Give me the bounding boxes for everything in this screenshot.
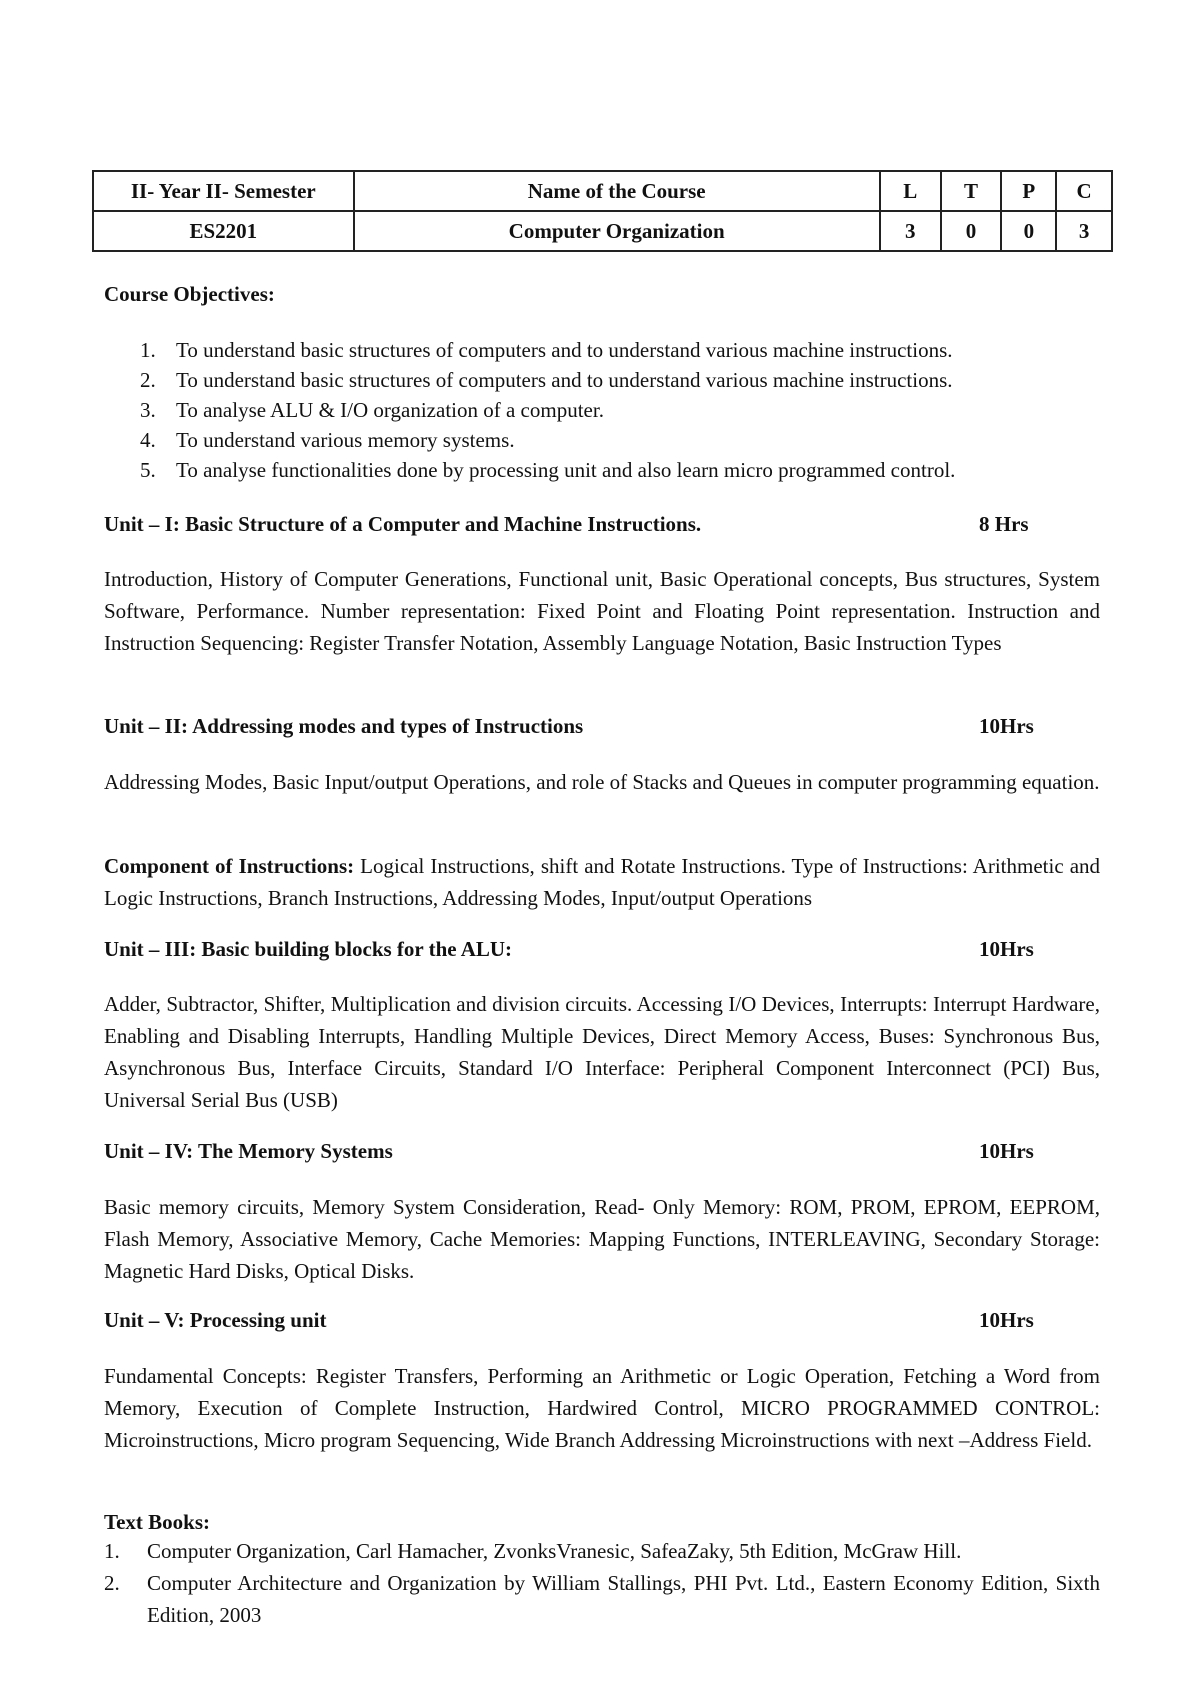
unit-title: Unit – IV: The Memory Systems bbox=[104, 1139, 393, 1163]
lecture-header-cell: L bbox=[880, 171, 941, 211]
list-item-text: To analyse ALU & I/O organization of a computer. bbox=[176, 398, 604, 422]
list-item-number: 3. bbox=[140, 398, 156, 422]
list-item bbox=[104, 425, 1100, 455]
course-code-cell: ES2201 bbox=[93, 211, 354, 251]
list-item bbox=[104, 395, 1100, 425]
course-name-header-cell: Name of the Course bbox=[354, 171, 880, 211]
components-label: Component of Instructions: bbox=[104, 854, 355, 878]
unit-2-body: Addressing Modes, Basic Input/output Operations, and role of Stacks and Queues in computer programming equation. bbox=[104, 770, 1100, 794]
unit-hours: 10Hrs bbox=[979, 1308, 1034, 1332]
text-books-list bbox=[104, 1535, 1100, 1631]
unit-2-components bbox=[104, 850, 1100, 914]
list-item bbox=[104, 1567, 1100, 1631]
list-item-text: To understand basic structures of computers and to understand various machine instructions. bbox=[176, 338, 953, 362]
unit-1-body: Introduction, History of Computer Generations, Functional unit, Basic Operational concepts, Bus structures, System Software, Performance. Number representation: Fixed Point and Floating Point representation. Instruction and Instruction Sequencing: Register Transfer Notation, Assembly Language Notation, Basic Instruction Types bbox=[104, 567, 1100, 655]
practical-header-cell: P bbox=[1001, 171, 1056, 211]
list-item-number: 5. bbox=[140, 458, 156, 482]
unit-hours: 10Hrs bbox=[979, 714, 1034, 738]
tutorial-header-cell: T bbox=[941, 171, 1002, 211]
unit-5-heading bbox=[104, 1308, 1100, 1333]
components-text: Logical Instructions, shift and Rotate Instructions. Type of Instructions: Arithmetic and Logic Instructions, Branch Instructions, Addressing Modes, Input/output Operations bbox=[104, 854, 1101, 910]
unit-hours: 10Hrs bbox=[979, 1139, 1034, 1163]
unit-4-body: Basic memory circuits, Memory System Consideration, Read- Only Memory: ROM, PROM, EPROM, EEPROM, Flash Memory, Associative Memory, Cache Memories: Mapping Functions, INTERLEAVING, Secondary Storage: Magnetic Hard Disks, Optical Disks. bbox=[104, 1195, 1100, 1283]
list-item-number: 1. bbox=[140, 338, 156, 362]
practical-value-cell: 0 bbox=[1001, 211, 1056, 251]
list-item bbox=[104, 335, 1100, 365]
list-item-text: To understand basic structures of computers and to understand various machine instructions. bbox=[176, 368, 953, 392]
list-item bbox=[104, 455, 1100, 485]
unit-title: Unit – V: Processing unit bbox=[104, 1308, 327, 1332]
list-item-number: 1. bbox=[104, 1539, 120, 1563]
list-item-text: To understand various memory systems. bbox=[176, 428, 515, 452]
tutorial-value-cell: 0 bbox=[941, 211, 1002, 251]
list-item-text: Computer Organization, Carl Hamacher, ZvonksVranesic, SafeaZaky, 5th Edition, McGraw Hill. bbox=[147, 1539, 962, 1563]
unit-hours: 8 Hrs bbox=[979, 512, 1029, 536]
unit-title: Unit – II: Addressing modes and types of Instructions bbox=[104, 714, 584, 738]
unit-hours: 10Hrs bbox=[979, 937, 1034, 961]
unit-3-body: Adder, Subtractor, Shifter, Multiplication and division circuits. Accessing I/O Devices, Interrupts: Interrupt Hardware, Enabling and Disabling Interrupts, Handling Multiple Devices, Direct Memory Access, Buses: Synchronous Bus, Asynchronous Bus, Interface Circuits, Standard I/O Interface: Peripheral Component Interconnect (PCI) Bus, Universal Serial Bus (USB) bbox=[104, 992, 1100, 1112]
unit-4-heading bbox=[104, 1139, 1100, 1164]
list-item-text: Computer Architecture and Organization by William Stallings, PHI Pvt. Ltd., Eastern Economy Edition, Sixth Edition, 2003 bbox=[147, 1571, 1100, 1627]
objectives-heading: Course Objectives: bbox=[104, 282, 275, 306]
course-table-header-row bbox=[93, 171, 1112, 211]
credits-value-cell: 3 bbox=[1056, 211, 1112, 251]
course-name-cell: Computer Organization bbox=[354, 211, 880, 251]
unit-1-heading bbox=[104, 512, 1100, 537]
unit-3-heading bbox=[104, 937, 1100, 962]
unit-title: Unit – I: Basic Structure of a Computer and Machine Instructions. bbox=[104, 512, 702, 536]
list-item-number: 2. bbox=[140, 368, 156, 392]
unit-5-body: Fundamental Concepts: Register Transfers, Performing an Arithmetic or Logic Operation, Fetching a Word from Memory, Execution of Complete Instruction, Hardwired Control, MICRO PROGRAMMED CONTROL: Microinstructions, Micro program Sequencing, Wide Branch Addressing Microinstructions with next –Address Field. bbox=[104, 1364, 1100, 1452]
course-info-table bbox=[92, 170, 1113, 252]
lecture-value-cell: 3 bbox=[880, 211, 941, 251]
list-item bbox=[104, 1535, 1100, 1567]
list-item bbox=[104, 365, 1100, 395]
list-item-number: 2. bbox=[104, 1571, 120, 1595]
unit-2-heading bbox=[104, 714, 1100, 739]
objectives-list bbox=[104, 335, 1100, 485]
year-semester-cell: II- Year II- Semester bbox=[93, 171, 354, 211]
unit-title: Unit – III: Basic building blocks for the ALU: bbox=[104, 937, 513, 961]
text-books-heading: Text Books: bbox=[104, 1510, 210, 1534]
list-item-number: 4. bbox=[140, 428, 156, 452]
course-table-data-row bbox=[93, 211, 1112, 251]
list-item-text: To analyse functionalities done by processing unit and also learn micro programmed control. bbox=[176, 458, 956, 482]
credits-header-cell: C bbox=[1056, 171, 1112, 211]
